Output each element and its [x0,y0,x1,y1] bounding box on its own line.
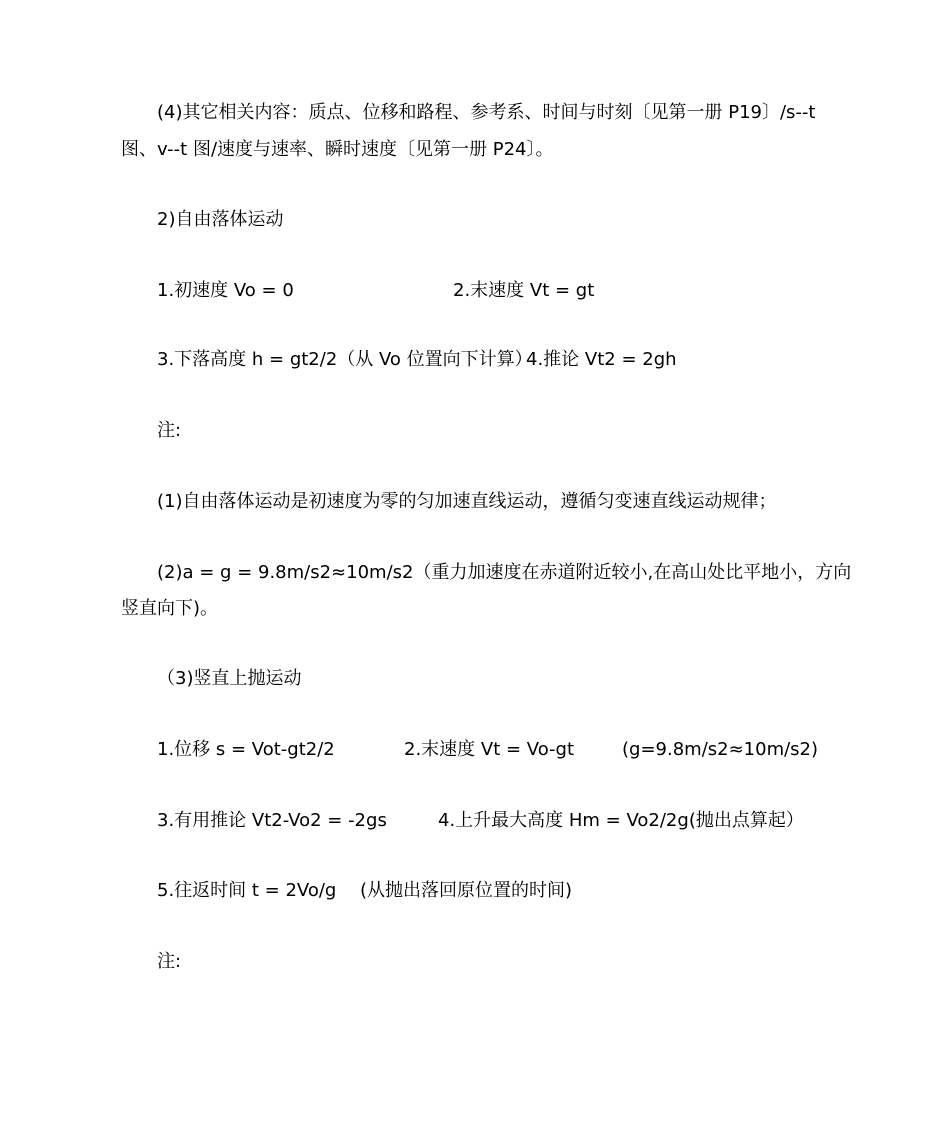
vertical-throw-heading: （3)竖直上抛运动 [157,668,302,689]
vertical-throw-round-trip-note: (从抛出落回原位置的时间) [360,880,573,901]
note-label-2: 注: [157,951,182,972]
note-label: 注: [157,420,182,441]
free-fall-heading: 2)自由落体运动 [157,209,284,230]
vertical-throw-final-velocity: 2.末速度 Vt = Vo-gt [404,739,575,760]
note-item-2-continued: 竖直向下)。 [121,598,219,619]
gravity-value: (g=9.8m/s2≈10m/s2) [622,739,819,760]
free-fall-height: 3.下落高度 h = gt2/2（从 Vo 位置向下计算） [157,349,533,370]
text-line-other-content-continued: 图、v--t 图/速度与速率、瞬时速度〔见第一册 P24〕。 [121,139,554,160]
vertical-throw-round-trip-time: 5.往返时间 t = 2Vo/g [157,880,337,901]
free-fall-corollary: 4.推论 Vt2 = 2gh [526,349,677,370]
note-item-2: (2)a = g = 9.8m/s2≈10m/s2（重力加速度在赤道附近较小,在高山处比平地小，方向 [157,562,852,583]
note-item-1: (1)自由落体运动是初速度为零的匀加速直线运动，遵循匀变速直线运动规律； [157,491,777,512]
vertical-throw-corollary: 3.有用推论 Vt2-Vo2 = -2gs [157,810,387,831]
free-fall-final-velocity: 2.末速度 Vt = gt [453,280,595,301]
vertical-throw-max-height: 4.上升最大高度 Hm = Vo2/2g(抛出点算起） [438,810,804,831]
vertical-throw-displacement: 1.位移 s = Vot-gt2/2 [157,739,335,760]
text-line-other-content: (4)其它相关内容：质点、位移和路程、参考系、时间与时刻〔见第一册 P19〕/s--t [157,102,816,123]
free-fall-initial-velocity: 1.初速度 Vo = 0 [157,280,294,301]
